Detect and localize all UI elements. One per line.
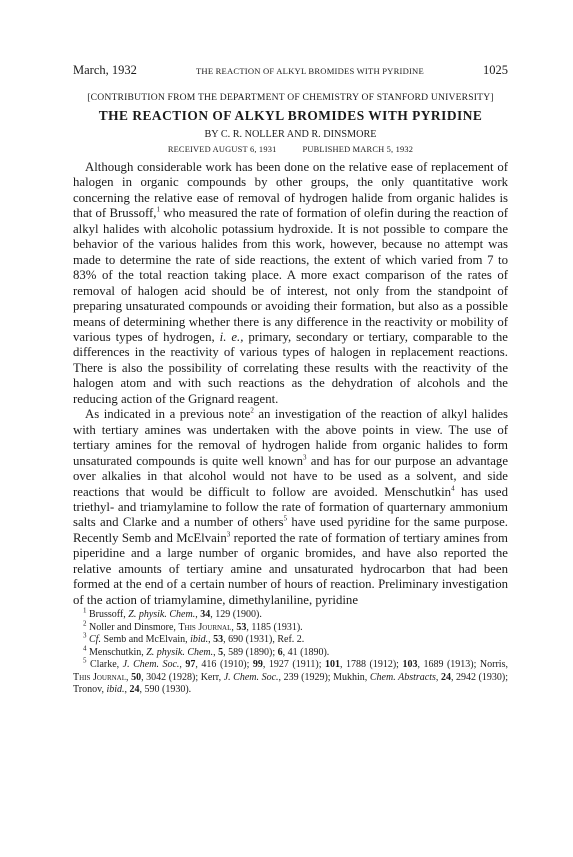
footnote-1: $^1$ Brussoff, Z. physik. Chem., 34, 129 (1900).	[83, 606, 262, 621]
running-title: THE REACTION OF ALKYL BROMIDES WITH PYRIDINE	[195, 66, 424, 76]
footnote-2: $^2$ Noller and Dinsmore, This Journal, 53, 1185 (1931).	[83, 619, 303, 633]
dates-line	[73, 144, 508, 156]
running-head	[73, 62, 508, 79]
received-date: RECEIVED AUGUST 6, 1931	[167, 145, 277, 154]
footnote-3: $^3$ Cf. Semb and McElvain, ibid., 53, 690 (1931), Ref. 2.	[83, 631, 305, 646]
footnote-4: $^4$ Menschutkin, Z. physik. Chem., 5, 589 (1890); 6, 41 (1890).	[83, 644, 330, 658]
page-number: 1025	[483, 63, 508, 77]
header-date: March, 1932	[73, 63, 137, 77]
journal-page	[73, 62, 508, 697]
paragraph-2: As indicated in a previous note$^2$ an investigation of the reaction of alkyl halides with tertiary amines was undertaken with the above points in view. The use of tertiary amines for the removal of hydrogen halide from organic halides to form unsaturated compounds is quite well known$^3$ and has for our purpose an advantage over alkalies in that alcohol would not have to be used as a solvent, and side reactions that would be difficult to follow are avoided. Menschutkin$^4$ has used triethyl- and triamylamine to follow the rate of formation of quarternary ammonium salts and Clarke and a number of others$^5$ have used pyridine for the same purpose. Recently Semb and McElvain$^3$ reported the rate of formation of tertiary amines from piperidine and a large number of organic bromides, and have also reported the relative amounts of tertiary amine and unsaturated hydrocarbon that had been formed at the end of a certain number of hours of reaction. Preliminary investigation of the action of triamylamine, dimethylaniline, pyridine	[73, 406, 509, 607]
footnotes	[73, 606, 508, 697]
footnote-ref-1[interactable]: 1	[156, 206, 160, 215]
article-title: THE REACTION OF ALKYL BROMIDES WITH PYRIDINE	[98, 108, 483, 123]
footnote-5: $^5$ Clarke, J. Chem. Soc., 97, 416 (1910); 99, 1927 (1911); 101, 1788 (1912); 103, 1689 (1913); Norris, This Journal, 50, 3042 (1928); Kerr, J. Chem. Soc., 239 (1929); Mukhin, Chem. Abstracts, 24, 2942 (1930); Tronov, ibid., 24, 590 (1930).	[73, 656, 508, 696]
paragraph-1: Although considerable work has been done on the relative ease of replacement of halogen in organic compounds by other groups, the only quantitative work concerning the relative ease of removal of hydrogen halide from organic halides is that of Brussoff,$^1$ who measured the rate of formation of olefin during the reaction of alkyl halides with alcoholic potassium hydroxide. It is not possible to compare the behavior of the various halides from this work, however, because no attempt was made to determine the rate of side reactions, the extent of which varied from 7 to 83% of the total reaction taking place. A more exact comparison of the rates of removal of halogen acid should be of interest, not only from the standpoint of preparing unsaturated compounds or avoiding their formation, but also as a possible means of determining whether there is any difference in the reactivity or mobility of various types of hydrogen, i. e., primary, secondary or tertiary, comparable to the differences in the reactivity of various types of halogen in replacement reactions. There is also the possibility of correlating these results with the reactivity of the halogen atom and with such reactions as the dehydration of alcohols and the reducing action of the Grignard reagent.	[73, 160, 508, 406]
footnote-ref-4[interactable]: 4	[451, 484, 455, 493]
contribution-line: [CONTRIBUTION FROM THE DEPARTMENT OF CHEMISTRY OF STANFORD UNIVERSITY]	[87, 92, 494, 103]
published-date: PUBLISHED MARCH 5, 1932	[302, 145, 414, 154]
footnote-ref-2[interactable]: 2	[250, 406, 254, 415]
footnote-ref-3[interactable]: 3	[303, 453, 307, 462]
article-body	[73, 160, 508, 608]
byline: BY C. R. NOLLER AND R. DINSMORE	[204, 129, 377, 140]
footnote-ref-3b[interactable]: 3	[226, 530, 231, 539]
footnote-ref-5[interactable]: 5	[283, 515, 288, 524]
